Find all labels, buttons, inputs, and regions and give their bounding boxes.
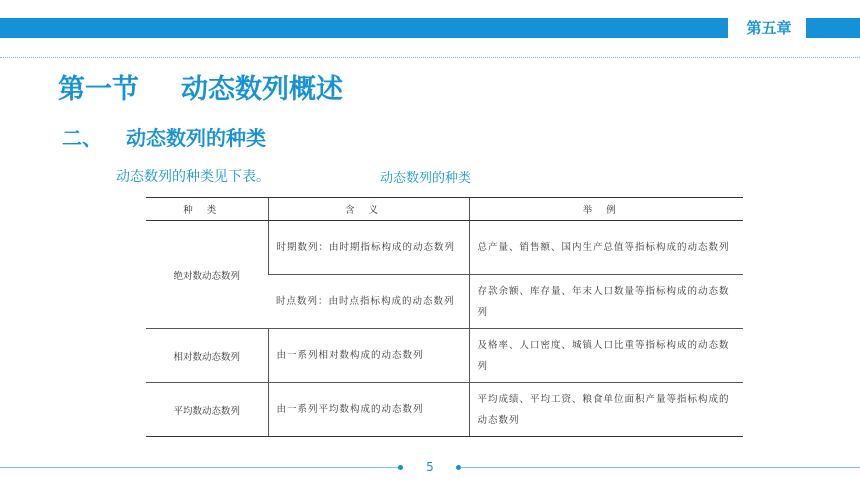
- kind-cell: 相对数动态数列: [146, 329, 268, 383]
- section-number: 第一节: [58, 74, 139, 105]
- meaning-cell: 时期数列：由时期指标构成的动态数列: [268, 221, 469, 275]
- header-example: 举例: [469, 198, 743, 221]
- table-row: [146, 221, 743, 275]
- example-cell: 及格率、人口密度、城镇人口比重等指标构成的动态数列: [469, 329, 743, 383]
- example-cell: 平均成绩、平均工资、粮食单位面积产量等指标构成的动态数列: [469, 383, 743, 437]
- header-bar-right: [806, 18, 860, 38]
- kind-cell: 平均数动态数列: [146, 383, 268, 437]
- series-types-table: [146, 197, 743, 437]
- table-caption: 动态数列的种类: [380, 171, 472, 186]
- section-title: [58, 70, 343, 110]
- page-number: 5: [426, 460, 434, 474]
- table-row: [146, 329, 743, 383]
- example-cell: 总产量、销售额、国内生产总值等指标构成的动态数列: [469, 221, 743, 275]
- footer-line-right: [460, 467, 860, 468]
- meaning-cell: 由一系列相对数构成的动态数列: [268, 329, 469, 383]
- table-header-row: [146, 198, 743, 221]
- table-row: [146, 383, 743, 437]
- chapter-label: 第五章: [746, 19, 792, 37]
- footer-dot-left: [398, 465, 403, 470]
- meaning-cell: 由一系列平均数构成的动态数列: [268, 383, 469, 437]
- section-heading: 动态数列概述: [181, 74, 343, 105]
- header-divider: [0, 57, 860, 58]
- intro-text: 动态数列的种类见下表。: [116, 169, 270, 185]
- subsection-number: 二、: [62, 126, 102, 150]
- example-cell: 存款余额、库存量、年末人口数量等指标构成的动态数列: [469, 275, 743, 329]
- subsection-heading: 动态数列的种类: [126, 126, 266, 150]
- header-meaning: 含义: [268, 198, 469, 221]
- meaning-cell: 时点数列：由时点指标构成的动态数列: [268, 275, 469, 329]
- kind-cell: 绝对数动态数列: [146, 221, 268, 329]
- subsection-title: [62, 124, 266, 152]
- header-kind: 种类: [146, 198, 268, 221]
- footer-line-left: [0, 467, 400, 468]
- header-bar-left: [0, 18, 728, 38]
